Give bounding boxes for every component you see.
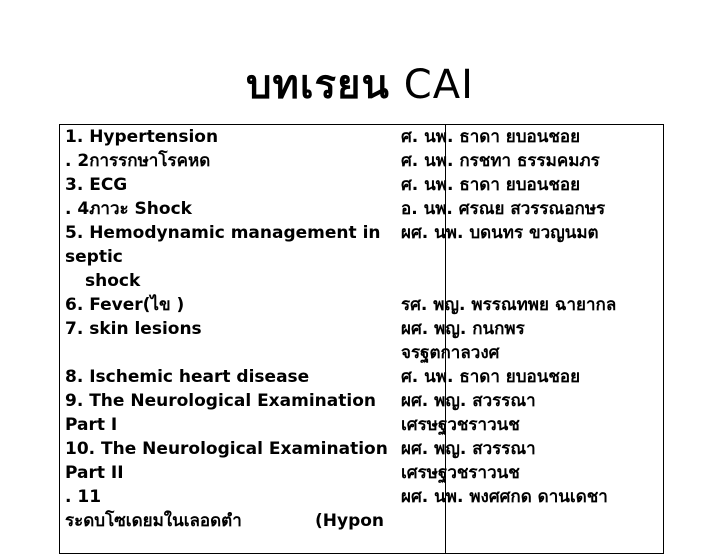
instructor-cell: เศรษฐวชราวนช [401,463,520,483]
table-row [60,437,664,461]
topic-cell: 10. The Neurological Examination [65,439,388,459]
table-row [60,317,664,341]
topic-cell: shock [85,271,141,291]
topic-cell: Part I [65,415,118,435]
table-row [60,413,664,437]
instructor-cell: ศ. นพ. ธาดา ยบอนชอย [401,175,581,195]
topic-cell: Part II [65,463,124,483]
topic-cell: 7. skin lesions [65,319,202,339]
topic-cell-extra: (Hypon [315,511,385,531]
table-row [60,293,664,317]
table-row [60,149,664,173]
table-row [60,389,664,413]
instructor-cell: อ. นพ. ศรณย สวรรณอกษร [401,199,606,219]
instructor-cell: ผศ. พญ. สวรรณา [401,439,536,459]
instructor-cell: ผศ. พญ. สวรรณา [401,391,536,411]
topic-cell: 6. Fever(ไข ) [65,295,185,315]
table-row [60,245,664,269]
instructor-cell: รศ. พญ. พรรณทพย ฉายากล [401,295,617,315]
table-row [60,485,664,509]
table-row [60,221,664,245]
instructor-cell: ผศ. นพ. พงศศกด ดานเดชา [401,487,608,507]
topic-cell: 3. ECG [65,175,128,195]
table-row [60,509,664,533]
instructor-cell: เศรษฐวชราวนช [401,415,520,435]
instructor-cell: ผศ. นพ. บดนทร ขวญนมต [401,223,599,243]
slide-title-thai: บทเรยน [246,62,390,108]
table-row [60,173,664,197]
instructor-cell: ศ. นพ. ธาดา ยบอนชอย [401,367,581,387]
instructor-cell: ศ. นพ. กรชทา ธรรมคมภร [401,151,600,171]
topic-cell: 1. Hypertension [65,127,219,147]
table-row [60,269,664,293]
course-table [59,124,664,554]
table-row [60,341,664,365]
instructor-cell: ศ. นพ. ธาดา ยบอนชอย [401,127,581,147]
topic-cell: ระดบโซเดยมในเลอดตำ [65,511,242,531]
table-row [60,197,664,221]
table-row [60,365,664,389]
topic-cell: 8. Ischemic heart disease [65,367,310,387]
topic-cell: . 11 [65,487,102,507]
slide-title-latin: CAI [403,62,474,108]
table-row [60,125,664,149]
topic-cell: . 2การรกษาโรคหด [65,151,211,171]
topic-cell: 5. Hemodynamic management in [65,223,381,243]
topic-cell: 9. The Neurological Examination [65,391,376,411]
table-row [60,461,664,485]
topic-cell: septic [65,247,123,267]
topic-cell: . 4ภาวะ Shock [65,199,192,219]
instructor-cell: ผศ. พญ. กนกพร [401,319,525,339]
instructor-cell: จรฐตกาลวงศ [401,343,500,363]
slide-title [0,52,720,116]
